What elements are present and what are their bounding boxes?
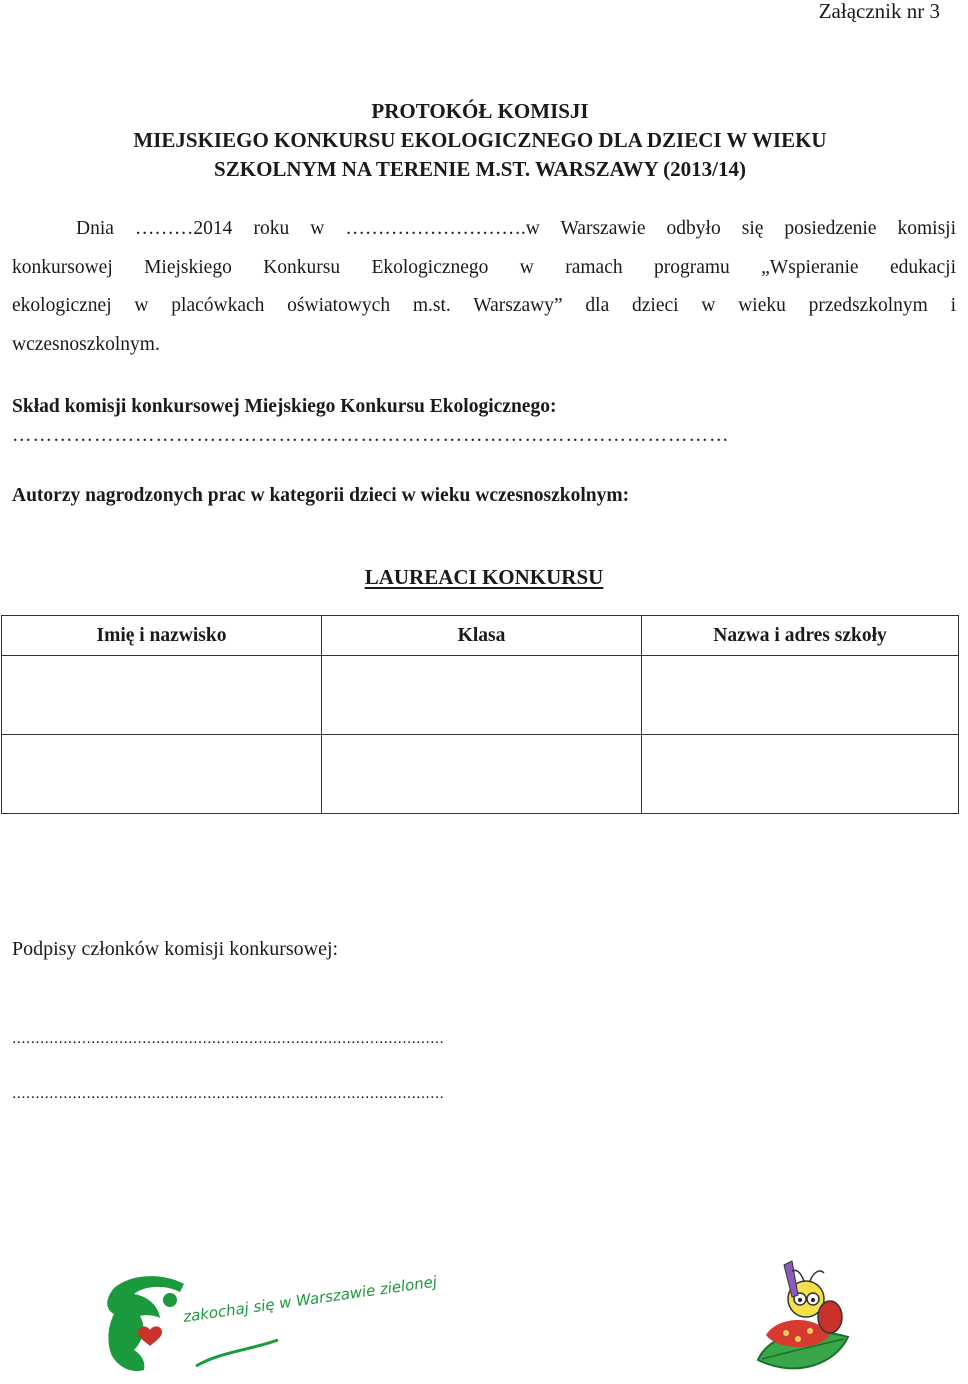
authors-heading: Autorzy nagrodzonych prac w kategorii dzieci w wieku wczesnoszkolnym: <box>12 485 630 506</box>
table-row <box>2 735 959 814</box>
signature-line-2: ............................................................................................. <box>12 1085 445 1102</box>
ladybug-mascot-logo <box>738 1255 863 1380</box>
laureates-table <box>1 615 959 814</box>
table-cell[interactable] <box>2 656 322 735</box>
intro-line-4: wczesnoszkolnym. <box>12 333 160 355</box>
table-cell[interactable] <box>2 735 322 814</box>
table-cell[interactable] <box>322 735 642 814</box>
header-class: Klasa <box>322 616 642 656</box>
committee-dots: …………………………………………………………………………………………… <box>12 425 730 446</box>
annex-label: Załącznik nr 3 <box>818 0 940 23</box>
laureates-heading: LAUREACI KONKURSU <box>364 565 604 589</box>
signatures-label: Podpisy członków komisji konkursowej: <box>12 938 339 960</box>
signature-line-1: ............................................................................................. <box>12 1030 445 1047</box>
table-row <box>2 656 959 735</box>
intro-line-2: konkursowej Miejskiego Konkursu Ekologicznego w ramach programu „Wspieranie edukacji <box>12 256 956 278</box>
logo-text-zakochaj: zakochaj się w Warszawie zielonej <box>182 1272 439 1326</box>
table-cell[interactable] <box>322 656 642 735</box>
title-line-1: PROTOKÓŁ KOMISJI <box>371 99 589 123</box>
title-line-2: MIEJSKIEGO KONKURSU EKOLOGICZNEGO DLA DZIECI W WIEKU <box>133 128 827 152</box>
table-header-row <box>2 616 959 656</box>
zakochaj-sie-logo <box>100 1270 439 1380</box>
header-school: Nazwa i adres szkoły <box>642 616 959 656</box>
committee-heading: Skład komisji konkursowej Miejskiego Konkursu Ekologicznego: <box>12 396 557 417</box>
intro-paragraph <box>12 210 956 364</box>
table-cell[interactable] <box>642 656 959 735</box>
table-cell[interactable] <box>642 735 959 814</box>
header-name: Imię i nazwisko <box>2 616 322 656</box>
intro-line-3: ekologicznej w placówkach oświatowych m.st. Warszawy” dla dzieci w wieku przedszkolnym i <box>12 295 956 316</box>
intro-line-1: Dnia ………2014 roku w ……………………….w Warszawie odbyło się posiedzenie komisji <box>76 218 956 239</box>
title-line-3: SZKOLNYM NA TERENIE M.ST. WARSZAWY (2013/14) <box>214 157 746 181</box>
